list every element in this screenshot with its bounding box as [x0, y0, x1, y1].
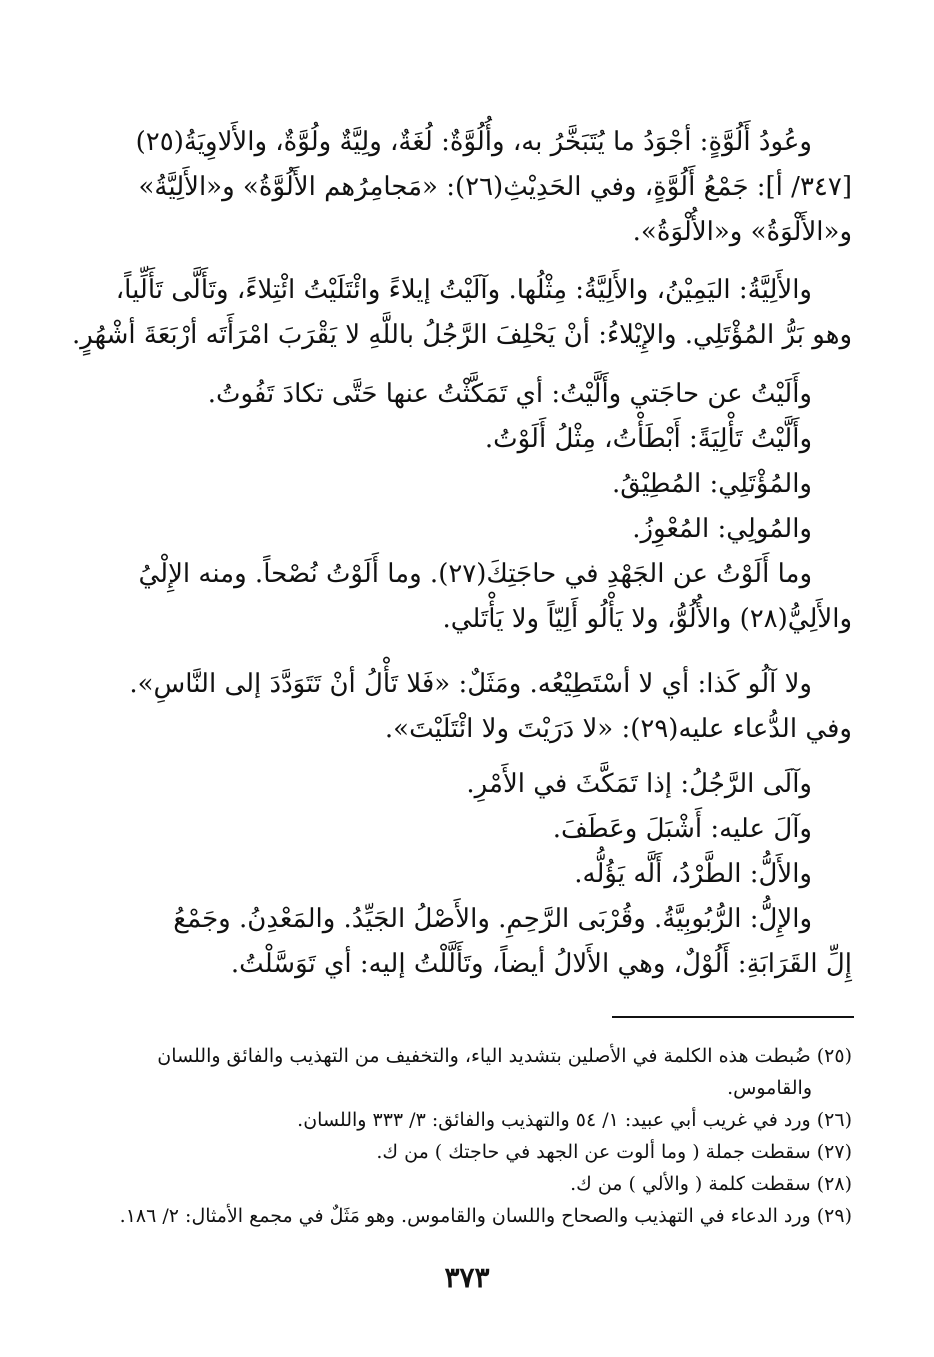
text-line: وآلَ عليه: أَشْبَلَ وعَطَفَ. [552, 814, 812, 844]
text-line: والإِلُّ: الرُّبُوبِيَّةُ. وقُرْبَى الرَّحِمِ. والأَصْلُ الجَيِّدُ. والمَعْدِنُ. وجَمْعُ [173, 904, 812, 934]
footnotes [119, 1040, 852, 1232]
paragraph-aliyya [72, 268, 852, 358]
text-line: وأَلَّيْتُ تَأْلِيَةً: أَبْطَأْتُ، مِثْلُ أَلَوْتُ. [484, 424, 812, 454]
text-line: إِلِّ القَرَابَةِ: أَلُوْلٌ، وهي الأَلالُ أيضاً، وتَأَلَّلْتُ إليه: أي تَوَسَّلْتُ. [230, 949, 852, 979]
text-line: ولا آلُو كَذا: أي لا أسْتَطِيْعُه. ومَثَلٌ: «فَلا تَأْلُ أنْ تَتَوَدَّدَ إلى النَّاسِ». [129, 669, 812, 699]
footnote-line: (٢٧) سقطت جملة ( وما ألوت عن الجهد في حاجتك ) من ك. [376, 1141, 852, 1163]
text-line: وأَلَيْتُ عن حاجَتي وأَلَّيْتُ: أي تَمَكَّثْتُ عنها حَتَّى تكادَ تَفُوتُ. [207, 379, 812, 409]
text-line: [٣٤٧/ أ]: جَمْعُ أَلُوَّةٍ، وفي الحَدِيْثِ(٢٦): «مَجامِرُهم الأَلُوَّةُ» و«الأَلِيَّةُ» [138, 172, 852, 202]
footnote-line: (٢٦) ورد في غريب أبي عبيد: ١/ ٥٤ والتهذيب والفائق: ٣/ ٣٣٣ واللسان. [297, 1109, 852, 1131]
text-line: وهو بَرُّ المُؤْتَلِي. والإِيْلاءُ: أنْ يَحْلِفَ الرَّجُلُ باللَّهِ لا يَقْرَبَ امْرَأَتَه أرْبَعَةَ أشْهُرٍ. [72, 320, 852, 350]
paragraph-aluwwa [130, 120, 852, 255]
paragraph-alaytu [130, 372, 852, 642]
footnote-line: (٢٥) ضُبطت هذه الكلمة في الأصلين بتشديد الياء، والتخفيف من التهذيب والفائق واللسان [157, 1045, 852, 1067]
text-line: وما أَلَوْتُ عن الجَهْدِ في حاجَتِكَ(٢٧). وما أَلَوْتُ نُصْحاً. ومنه الإِلْيُ [138, 559, 812, 589]
paragraph-alu [130, 662, 852, 752]
text-line: والمُولِي: المُعْوِزُ. [632, 514, 812, 544]
text-line: والأَلِيُّ(٢٨) والأُلُوُّ، ولا يَأْلُو أَلِيّاً ولا يَأْتَلي. [442, 604, 852, 634]
footnote-separator [612, 1016, 854, 1018]
text-line: و«الأَلْوَةُ» و«الأُلْوَةُ». [632, 217, 852, 247]
footnote-line: (٢٩) ورد الدعاء في التهذيب والصحاح واللسان والقاموس. وهو مَثَلٌ في مجمع الأمثال: ٢/ ١٨٦. [119, 1205, 852, 1227]
text-line: وآلَى الرَّجُلُ: إذا تَمَكَّثَ في الأَمْرِ. [466, 769, 812, 799]
text-line: وفي الدُّعاء عليه(٢٩): «لا دَرَيْتَ ولا ائْتَلَيْتَ». [384, 714, 852, 744]
text-line: والمُؤْتَلِي: المُطِيْقُ. [611, 469, 812, 499]
paragraph-all [130, 762, 852, 987]
footnote-line: والقاموس. [727, 1077, 812, 1099]
text-line: وعُودُ أَلُوَّةٍ: أجْوَدُ ما يُتَبَخَّرُ به، وأُلُوَّةٌ: لُغَةٌ، ولِيَّةٌ ولُوَّةٌ، والأَلاوِيَةُ(٢٥) [135, 127, 812, 157]
page-number: ٣٧٣ [444, 1261, 490, 1294]
text-line: والأَلِيَّةُ: اليَمِيْنُ، والأَلِيَّةُ: مِثْلُها. وآلَيْتُ إيلاءً وائْتَلَيْتُ ائْتِلاءً، وتَأَلَّى تَأَلِّياً، [115, 275, 812, 305]
footnote-line: (٢٨) سقطت كلمة ( والألي ) من ك. [570, 1173, 852, 1195]
text-line: والأَلُّ: الطَّرْدُ، أَلَّه يَؤُلُّه. [574, 859, 812, 889]
